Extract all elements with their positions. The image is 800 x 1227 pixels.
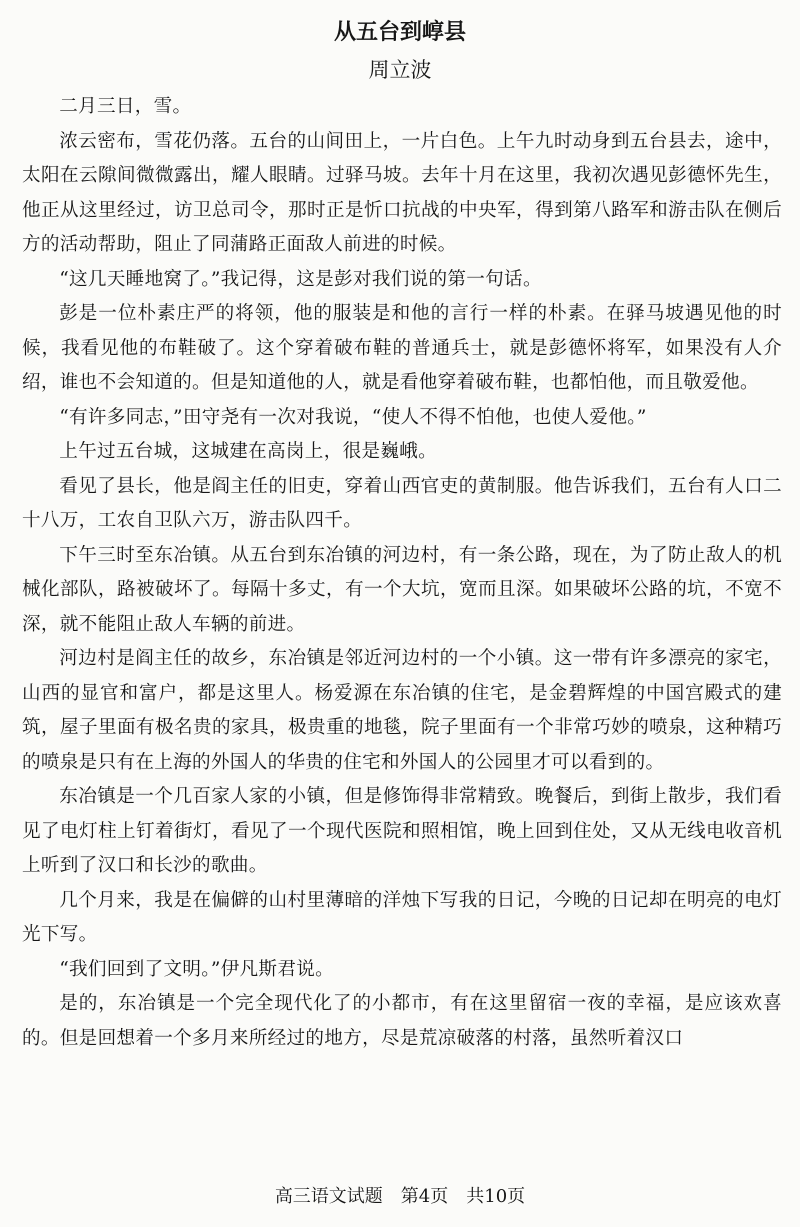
article-title: 从五台到崞县 (333, 19, 466, 45)
page-footer: 高三语文试题 第4页 共10页 (274, 1186, 526, 1207)
paragraph: 河边村是阎主任的故乡，东冶镇是邻近河边村的一个小镇。这一带有许多漂亮的家宅，山西的显官和富户，都是这里人。杨爱源在东冶镇的住宅，是金碧辉煌的中国宫殿式的建筑，屋子里面有极名贵的家具，极贵重的地毯，院子里面有一个非常巧妙的喷泉，这种精巧的喷泉是只有在上海的外国人的华贵的住宅和外国人的公园里才可以看到的。 (22, 648, 782, 773)
paragraph: “这几天睡地窝了。”我记得，这是彭对我们说的第一句话。 (59, 268, 542, 290)
paragraph: 彭是一位朴素庄严的将领，他的服装是和他的言行一样的朴素。在驿马坡遇见他的时候，我看见他的布鞋破了。这个穿着破布鞋的普通兵士，就是彭德怀将军，如果没有人介绍，谁也不会知道的。但是知道他的人，就是看他穿着破布鞋，也都怕他，而且敬爱他。 (22, 303, 782, 393)
paragraph: 是的，东冶镇是一个完全现代化了的小都市，有在这里留宿一夜的幸福，是应该欢喜的。但是回想着一个多月来所经过的地方，尽是荒凉破落的村落，虽然听着汉口 (22, 993, 782, 1049)
paragraph: 看见了县长，他是阎主任的旧吏，穿着山西官吏的黄制服。他告诉我们，五台有人口二十八万，工农自卫队六万，游击队四千。 (22, 475, 782, 531)
paragraph: 二月三日，雪。 (59, 96, 192, 117)
paragraph: “我们回到了文明。”伊凡斯君说。 (59, 958, 335, 980)
paragraph: 东冶镇是一个几百家人家的小镇，但是修饰得非常精致。晚餐后，到街上散步，我们看见了电灯柱上钉着街灯，看见了一个现代医院和照相馆，晚上回到住处，又从无线电收音机上听到了汉口和长沙的歌曲。 (22, 786, 782, 876)
article-body (22, 90, 782, 1056)
paragraph: “有许多同志，”田守尧有一次对我说，“使人不得不怕他，也使人爱他。” (59, 406, 647, 428)
paragraph: 上午过五台城，这城建在高岗上，很是巍峨。 (59, 441, 438, 462)
paragraph: 几个月来，我是在偏僻的山村里薄暗的洋烛下写我的日记，今晚的日记却在明亮的电灯光下写。 (22, 889, 782, 945)
paragraph: 下午三时至东冶镇。从五台到东冶镇的河边村，有一条公路，现在，为了防止敌人的机械化部队，路被破坏了。每隔十多丈，有一个大坑，宽而且深。如果破坏公路的坑，不宽不深，就不能阻止敌人车辆的前进。 (22, 544, 782, 635)
paragraph: 浓云密布，雪花仍落。五台的山间田上，一片白色。上午九时动身到五台县去，途中，太阳在云隙间微微露出，耀人眼睛。过驿马坡。去年十月在这里，我初次遇见彭德怀先生，他正从这里经过，访卫总司令，那时正是忻口抗战的中央军，得到第八路军和游击队在侧后方的活动帮助，阻止了同蒲路正面敌人前进的时候。 (22, 130, 782, 255)
article-author: 周立波 (368, 58, 432, 82)
